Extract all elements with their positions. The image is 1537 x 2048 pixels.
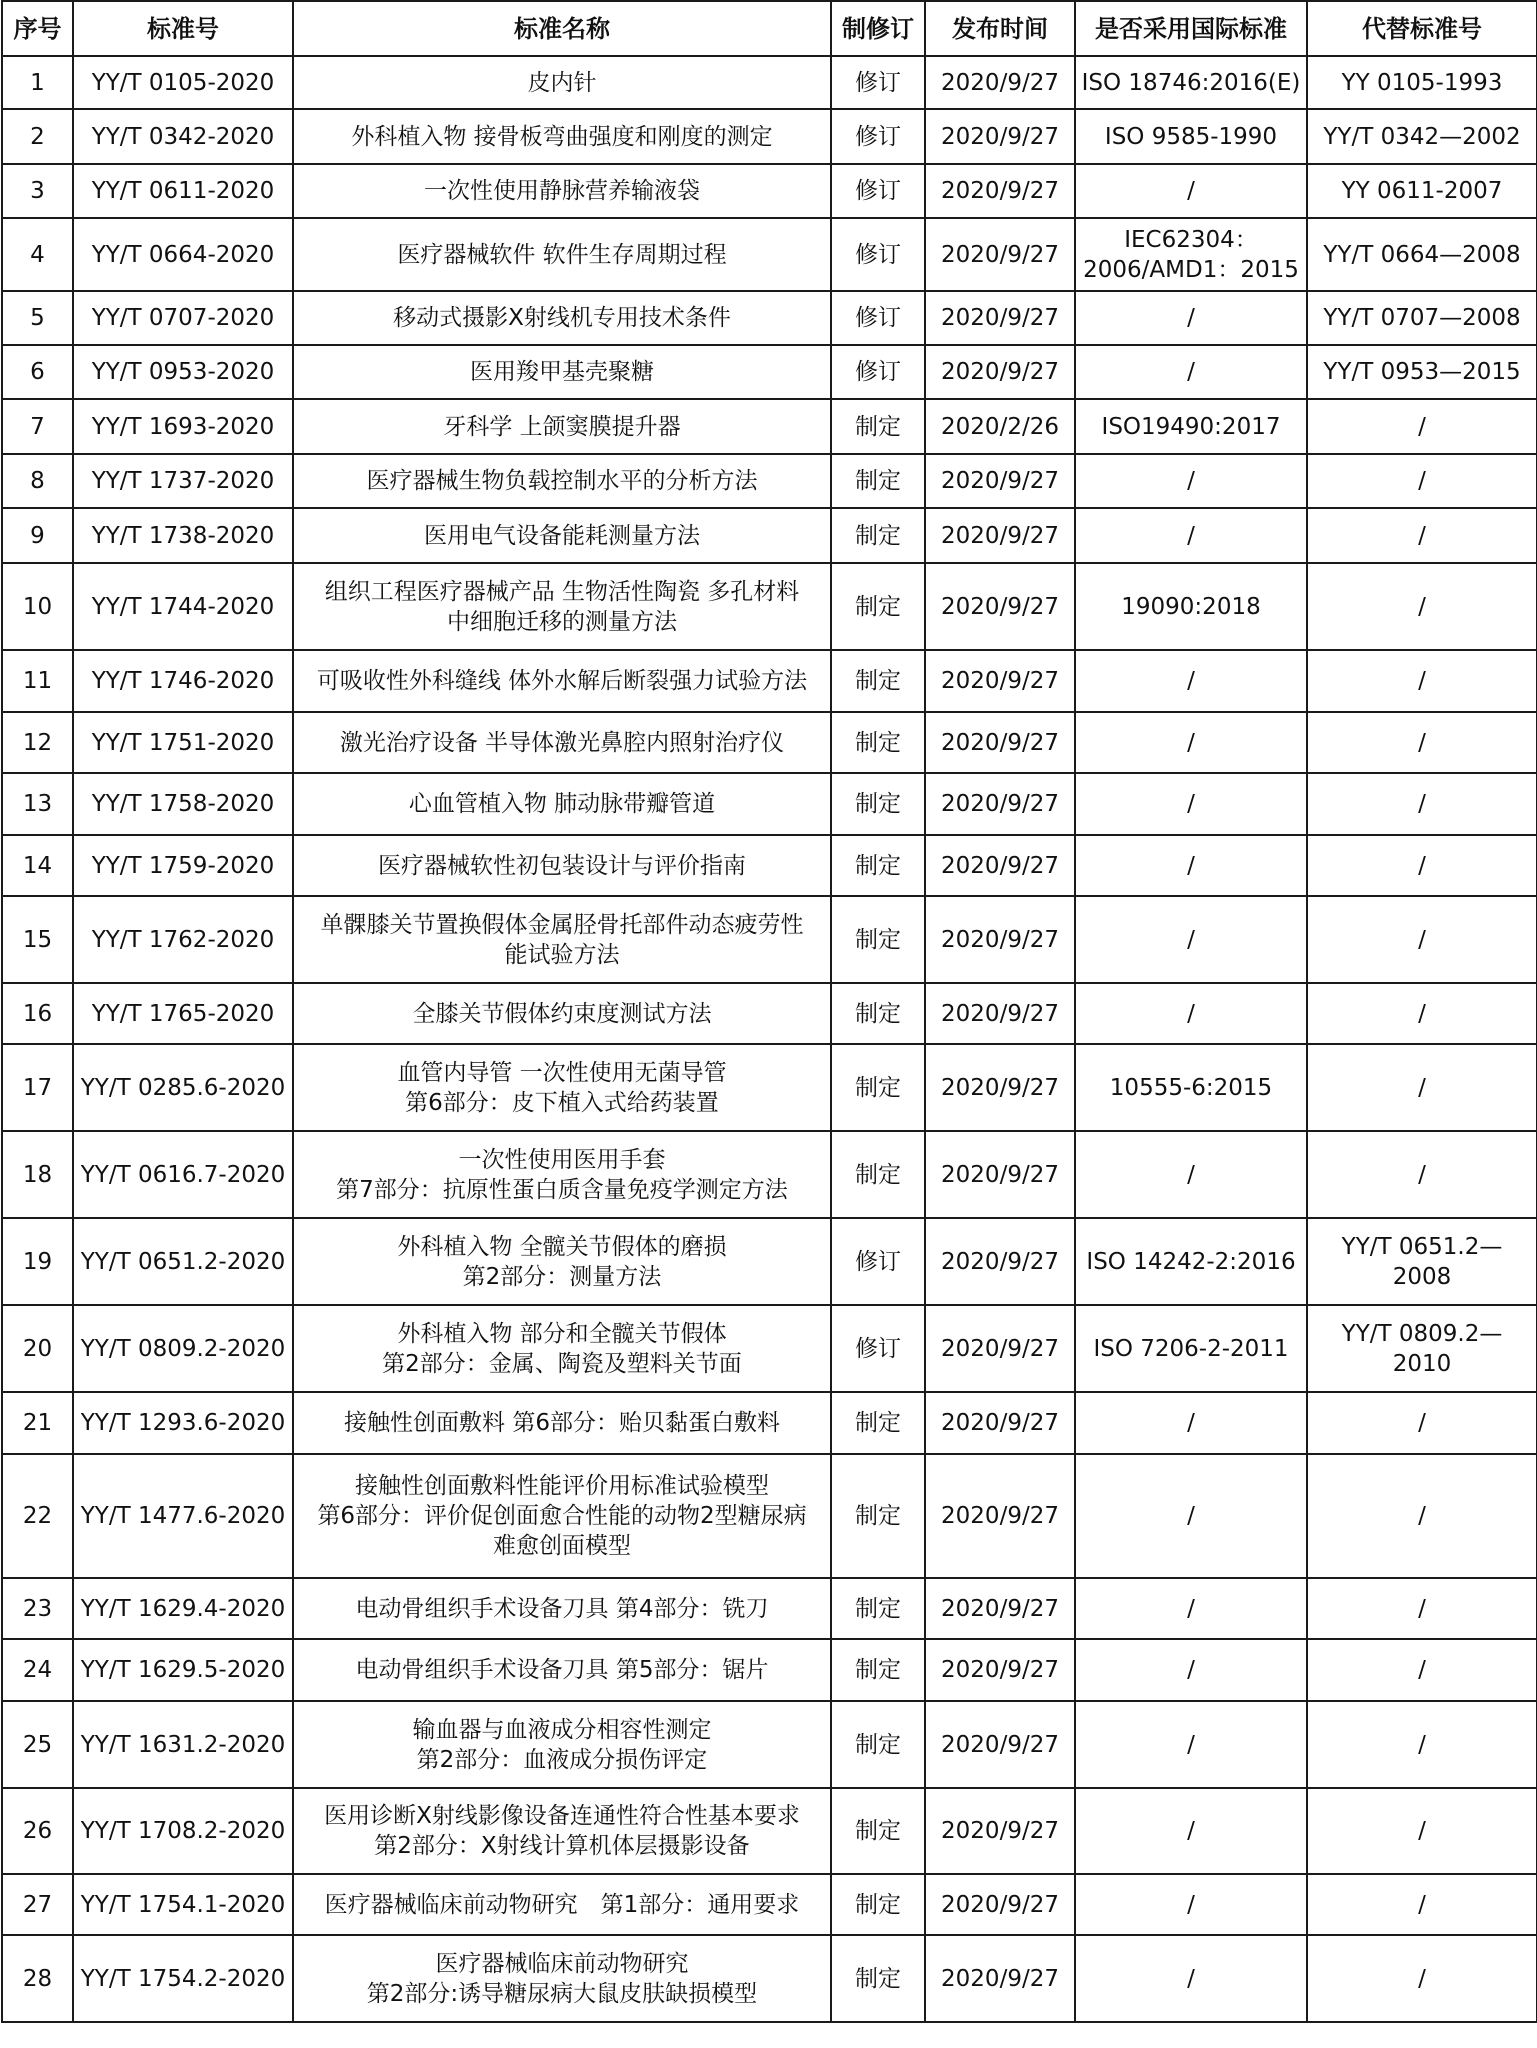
cell-replaced-standard: / [1307, 650, 1537, 712]
cell-index: 2 [2, 109, 73, 164]
table-row [2, 454, 1537, 508]
cell-standard-name: 全膝关节假体约束度测试方法 [293, 983, 831, 1044]
cell-intl-standard: / [1075, 773, 1307, 835]
cell-index: 28 [2, 1935, 73, 2022]
cell-replaced-standard: / [1307, 1578, 1537, 1639]
cell-index: 26 [2, 1788, 73, 1874]
cell-replaced-standard: YY/T 0953—2015 [1307, 345, 1537, 399]
table-row [2, 1454, 1537, 1578]
cell-standard-number: YY/T 1629.5-2020 [73, 1639, 293, 1701]
cell-standard-number: YY/T 1738-2020 [73, 508, 293, 563]
cell-intl-standard: / [1075, 1874, 1307, 1935]
cell-index: 6 [2, 345, 73, 399]
cell-index: 11 [2, 650, 73, 712]
cell-intl-standard: ISO 7206-2-2011 [1075, 1305, 1307, 1392]
cell-replaced-standard: / [1307, 508, 1537, 563]
cell-standard-number: YY/T 1759-2020 [73, 835, 293, 896]
cell-standard-name: 一次性使用静脉营养输液袋 [293, 164, 831, 218]
cell-standard-name: 电动骨组织手术设备刀具 第4部分：铣刀 [293, 1578, 831, 1639]
cell-replaced-standard: / [1307, 1874, 1537, 1935]
table-row [2, 835, 1537, 896]
cell-index: 24 [2, 1639, 73, 1701]
cell-standard-number: YY/T 0651.2-2020 [73, 1218, 293, 1305]
table-header-row [2, 1, 1537, 56]
cell-publish-date: 2020/9/27 [925, 773, 1075, 835]
cell-index: 3 [2, 164, 73, 218]
cell-standard-name: 外科植入物 部分和全髋关节假体 第2部分：金属、陶瓷及塑料关节面 [293, 1305, 831, 1392]
cell-standard-name: 医疗器械生物负载控制水平的分析方法 [293, 454, 831, 508]
cell-revision-type: 制定 [831, 1701, 925, 1788]
cell-index: 17 [2, 1044, 73, 1131]
cell-standard-name: 外科植入物 全髋关节假体的磨损 第2部分：测量方法 [293, 1218, 831, 1305]
cell-revision-type: 制定 [831, 1639, 925, 1701]
cell-revision-type: 制定 [831, 1578, 925, 1639]
cell-index: 14 [2, 835, 73, 896]
cell-publish-date: 2020/9/27 [925, 563, 1075, 650]
cell-standard-number: YY/T 1629.4-2020 [73, 1578, 293, 1639]
cell-publish-date: 2020/9/27 [925, 1044, 1075, 1131]
cell-replaced-standard: / [1307, 1044, 1537, 1131]
table-row [2, 345, 1537, 399]
cell-replaced-standard: / [1307, 454, 1537, 508]
table-row [2, 1392, 1537, 1454]
cell-revision-type: 修订 [831, 345, 925, 399]
cell-index: 9 [2, 508, 73, 563]
cell-replaced-standard: / [1307, 983, 1537, 1044]
cell-standard-name: 医用电气设备能耗测量方法 [293, 508, 831, 563]
cell-index: 19 [2, 1218, 73, 1305]
table-row [2, 109, 1537, 164]
table-row [2, 56, 1537, 109]
cell-publish-date: 2020/9/27 [925, 218, 1075, 291]
cell-revision-type: 修订 [831, 164, 925, 218]
cell-revision-type: 制定 [831, 835, 925, 896]
cell-standard-number: YY/T 1754.2-2020 [73, 1935, 293, 2022]
cell-publish-date: 2020/9/27 [925, 650, 1075, 712]
standards-table [1, 0, 1537, 2023]
cell-standard-number: YY/T 1746-2020 [73, 650, 293, 712]
cell-index: 20 [2, 1305, 73, 1392]
cell-revision-type: 制定 [831, 1131, 925, 1218]
cell-replaced-standard: / [1307, 1131, 1537, 1218]
cell-intl-standard: ISO19490:2017 [1075, 399, 1307, 454]
cell-intl-standard: / [1075, 291, 1307, 345]
cell-standard-number: YY/T 0342-2020 [73, 109, 293, 164]
cell-intl-standard: / [1075, 712, 1307, 773]
cell-revision-type: 制定 [831, 1454, 925, 1578]
table-row [2, 1218, 1537, 1305]
cell-publish-date: 2020/9/27 [925, 1454, 1075, 1578]
cell-publish-date: 2020/9/27 [925, 56, 1075, 109]
cell-revision-type: 修订 [831, 1218, 925, 1305]
cell-publish-date: 2020/9/27 [925, 508, 1075, 563]
cell-index: 27 [2, 1874, 73, 1935]
cell-standard-name: 激光治疗设备 半导体激光鼻腔内照射治疗仪 [293, 712, 831, 773]
cell-index: 5 [2, 291, 73, 345]
cell-standard-name: 可吸收性外科缝线 体外水解后断裂强力试验方法 [293, 650, 831, 712]
cell-standard-name: 皮内针 [293, 56, 831, 109]
cell-standard-number: YY/T 0953-2020 [73, 345, 293, 399]
cell-intl-standard: IEC62304： 2006/AMD1：2015 [1075, 218, 1307, 291]
cell-replaced-standard: / [1307, 1639, 1537, 1701]
table-row [2, 1639, 1537, 1701]
cell-standard-name: 血管内导管 一次性使用无菌导管 第6部分：皮下植入式给药装置 [293, 1044, 831, 1131]
cell-index: 8 [2, 454, 73, 508]
cell-intl-standard: / [1075, 650, 1307, 712]
cell-intl-standard: / [1075, 896, 1307, 983]
cell-intl-standard: 19090:2018 [1075, 563, 1307, 650]
table-row [2, 1578, 1537, 1639]
cell-publish-date: 2020/9/27 [925, 1874, 1075, 1935]
cell-publish-date: 2020/9/27 [925, 1788, 1075, 1874]
table-row [2, 218, 1537, 291]
table-row [2, 650, 1537, 712]
cell-revision-type: 制定 [831, 773, 925, 835]
header-publish-date: 发布时间 [925, 1, 1075, 56]
cell-standard-number: YY/T 0664-2020 [73, 218, 293, 291]
cell-index: 7 [2, 399, 73, 454]
cell-standard-number: YY/T 1477.6-2020 [73, 1454, 293, 1578]
table-row [2, 712, 1537, 773]
cell-standard-number: YY/T 1751-2020 [73, 712, 293, 773]
cell-publish-date: 2020/9/27 [925, 1578, 1075, 1639]
cell-revision-type: 修订 [831, 109, 925, 164]
cell-index: 10 [2, 563, 73, 650]
cell-revision-type: 修订 [831, 218, 925, 291]
cell-publish-date: 2020/9/27 [925, 291, 1075, 345]
table-row [2, 1044, 1537, 1131]
cell-revision-type: 制定 [831, 1935, 925, 2022]
cell-publish-date: 2020/9/27 [925, 896, 1075, 983]
cell-standard-name: 牙科学 上颌窦膜提升器 [293, 399, 831, 454]
cell-standard-name: 医用羧甲基壳聚糖 [293, 345, 831, 399]
cell-standard-name: 一次性使用医用手套 第7部分：抗原性蛋白质含量免疫学测定方法 [293, 1131, 831, 1218]
cell-publish-date: 2020/9/27 [925, 109, 1075, 164]
cell-replaced-standard: YY/T 0664—2008 [1307, 218, 1537, 291]
cell-intl-standard: / [1075, 164, 1307, 218]
cell-standard-number: YY/T 1708.2-2020 [73, 1788, 293, 1874]
table-row [2, 1305, 1537, 1392]
cell-intl-standard: / [1075, 983, 1307, 1044]
cell-intl-standard: ISO 18746:2016(E) [1075, 56, 1307, 109]
cell-replaced-standard: / [1307, 1788, 1537, 1874]
header-replaced-standard: 代替标准号 [1307, 1, 1537, 56]
cell-standard-name: 组织工程医疗器械产品 生物活性陶瓷 多孔材料 中细胞迁移的测量方法 [293, 563, 831, 650]
table-row [2, 1874, 1537, 1935]
cell-replaced-standard: / [1307, 1392, 1537, 1454]
cell-intl-standard: / [1075, 835, 1307, 896]
cell-standard-number: YY/T 0105-2020 [73, 56, 293, 109]
cell-index: 1 [2, 56, 73, 109]
cell-standard-name: 接触性创面敷料 第6部分：贻贝黏蛋白敷料 [293, 1392, 831, 1454]
cell-standard-name: 单髁膝关节置换假体金属胫骨托部件动态疲劳性 能试验方法 [293, 896, 831, 983]
cell-intl-standard: / [1075, 454, 1307, 508]
cell-replaced-standard: / [1307, 712, 1537, 773]
table-row [2, 1131, 1537, 1218]
cell-replaced-standard: / [1307, 1454, 1537, 1578]
cell-intl-standard: / [1075, 1639, 1307, 1701]
cell-standard-name: 医疗器械临床前动物研究 第2部分:诱导糖尿病大鼠皮肤缺损模型 [293, 1935, 831, 2022]
cell-standard-number: YY/T 0616.7-2020 [73, 1131, 293, 1218]
cell-revision-type: 制定 [831, 650, 925, 712]
cell-index: 16 [2, 983, 73, 1044]
cell-intl-standard: / [1075, 1578, 1307, 1639]
cell-index: 13 [2, 773, 73, 835]
cell-publish-date: 2020/9/27 [925, 1639, 1075, 1701]
header-standard-number: 标准号 [73, 1, 293, 56]
cell-replaced-standard: YY 0105-1993 [1307, 56, 1537, 109]
cell-publish-date: 2020/9/27 [925, 164, 1075, 218]
cell-revision-type: 制定 [831, 1788, 925, 1874]
cell-standard-number: YY/T 0809.2-2020 [73, 1305, 293, 1392]
cell-publish-date: 2020/9/27 [925, 454, 1075, 508]
cell-revision-type: 制定 [831, 1044, 925, 1131]
cell-intl-standard: / [1075, 1131, 1307, 1218]
cell-revision-type: 制定 [831, 1392, 925, 1454]
cell-standard-name: 医疗器械软性初包装设计与评价指南 [293, 835, 831, 896]
cell-standard-name: 接触性创面敷料性能评价用标准试验模型 第6部分：评价促创面愈合性能的动物2型糖尿病 难愈创面模型 [293, 1454, 831, 1578]
cell-replaced-standard: / [1307, 773, 1537, 835]
cell-intl-standard: / [1075, 345, 1307, 399]
cell-index: 22 [2, 1454, 73, 1578]
table-row [2, 291, 1537, 345]
cell-replaced-standard: YY/T 0651.2— 2008 [1307, 1218, 1537, 1305]
table-row [2, 1701, 1537, 1788]
table-row [2, 773, 1537, 835]
cell-standard-number: YY/T 0285.6-2020 [73, 1044, 293, 1131]
cell-standard-number: YY/T 1744-2020 [73, 563, 293, 650]
cell-intl-standard: ISO 9585-1990 [1075, 109, 1307, 164]
cell-revision-type: 制定 [831, 508, 925, 563]
cell-publish-date: 2020/9/27 [925, 983, 1075, 1044]
cell-replaced-standard: / [1307, 563, 1537, 650]
cell-standard-name: 输血器与血液成分相容性测定 第2部分：血液成分损伤评定 [293, 1701, 831, 1788]
table-row [2, 164, 1537, 218]
cell-replaced-standard: / [1307, 1935, 1537, 2022]
cell-index: 15 [2, 896, 73, 983]
cell-publish-date: 2020/2/26 [925, 399, 1075, 454]
table-row [2, 563, 1537, 650]
cell-revision-type: 制定 [831, 399, 925, 454]
cell-replaced-standard: YY/T 0342—2002 [1307, 109, 1537, 164]
cell-revision-type: 修订 [831, 1305, 925, 1392]
cell-index: 18 [2, 1131, 73, 1218]
table-row [2, 1935, 1537, 2022]
cell-index: 4 [2, 218, 73, 291]
header-revision-type: 制修订 [831, 1, 925, 56]
cell-intl-standard: / [1075, 508, 1307, 563]
cell-intl-standard: / [1075, 1788, 1307, 1874]
cell-standard-number: YY/T 1758-2020 [73, 773, 293, 835]
table-row [2, 1788, 1537, 1874]
cell-standard-name: 医疗器械临床前动物研究 第1部分：通用要求 [293, 1874, 831, 1935]
cell-standard-number: YY/T 1762-2020 [73, 896, 293, 983]
cell-revision-type: 制定 [831, 896, 925, 983]
cell-standard-name: 移动式摄影X射线机专用技术条件 [293, 291, 831, 345]
cell-standard-name: 电动骨组织手术设备刀具 第5部分：锯片 [293, 1639, 831, 1701]
cell-revision-type: 制定 [831, 983, 925, 1044]
cell-standard-number: YY/T 0611-2020 [73, 164, 293, 218]
table-row [2, 983, 1537, 1044]
header-standard-name: 标准名称 [293, 1, 831, 56]
cell-standard-name: 医疗器械软件 软件生存周期过程 [293, 218, 831, 291]
cell-intl-standard: / [1075, 1935, 1307, 2022]
cell-publish-date: 2020/9/27 [925, 1935, 1075, 2022]
cell-revision-type: 制定 [831, 712, 925, 773]
cell-replaced-standard: / [1307, 399, 1537, 454]
cell-standard-number: YY/T 1765-2020 [73, 983, 293, 1044]
cell-revision-type: 修订 [831, 291, 925, 345]
cell-replaced-standard: YY/T 0707—2008 [1307, 291, 1537, 345]
cell-intl-standard: / [1075, 1392, 1307, 1454]
cell-revision-type: 制定 [831, 1874, 925, 1935]
cell-standard-number: YY/T 1737-2020 [73, 454, 293, 508]
cell-intl-standard: ISO 14242-2:2016 [1075, 1218, 1307, 1305]
cell-revision-type: 制定 [831, 454, 925, 508]
table-row [2, 508, 1537, 563]
cell-replaced-standard: / [1307, 835, 1537, 896]
cell-publish-date: 2020/9/27 [925, 1131, 1075, 1218]
header-intl-standard: 是否采用国际标准 [1075, 1, 1307, 56]
cell-intl-standard: 10555-6:2015 [1075, 1044, 1307, 1131]
table-body [2, 56, 1537, 2022]
cell-standard-name: 心血管植入物 肺动脉带瓣管道 [293, 773, 831, 835]
cell-standard-number: YY/T 1631.2-2020 [73, 1701, 293, 1788]
cell-standard-number: YY/T 1293.6-2020 [73, 1392, 293, 1454]
cell-publish-date: 2020/9/27 [925, 1701, 1075, 1788]
cell-intl-standard: / [1075, 1454, 1307, 1578]
cell-revision-type: 修订 [831, 56, 925, 109]
cell-publish-date: 2020/9/27 [925, 1218, 1075, 1305]
cell-replaced-standard: YY/T 0809.2— 2010 [1307, 1305, 1537, 1392]
table-row [2, 399, 1537, 454]
cell-publish-date: 2020/9/27 [925, 1305, 1075, 1392]
cell-intl-standard: / [1075, 1701, 1307, 1788]
cell-index: 12 [2, 712, 73, 773]
cell-standard-number: YY/T 0707-2020 [73, 291, 293, 345]
cell-index: 21 [2, 1392, 73, 1454]
cell-publish-date: 2020/9/27 [925, 345, 1075, 399]
cell-standard-name: 外科植入物 接骨板弯曲强度和刚度的测定 [293, 109, 831, 164]
cell-replaced-standard: / [1307, 1701, 1537, 1788]
cell-publish-date: 2020/9/27 [925, 835, 1075, 896]
cell-publish-date: 2020/9/27 [925, 1392, 1075, 1454]
cell-revision-type: 制定 [831, 563, 925, 650]
cell-index: 23 [2, 1578, 73, 1639]
cell-standard-number: YY/T 1693-2020 [73, 399, 293, 454]
header-index: 序号 [2, 1, 73, 56]
cell-standard-name: 医用诊断X射线影像设备连通性符合性基本要求 第2部分：X射线计算机体层摄影设备 [293, 1788, 831, 1874]
cell-publish-date: 2020/9/27 [925, 712, 1075, 773]
cell-replaced-standard: YY 0611-2007 [1307, 164, 1537, 218]
cell-index: 25 [2, 1701, 73, 1788]
table-row [2, 896, 1537, 983]
cell-replaced-standard: / [1307, 896, 1537, 983]
cell-standard-number: YY/T 1754.1-2020 [73, 1874, 293, 1935]
